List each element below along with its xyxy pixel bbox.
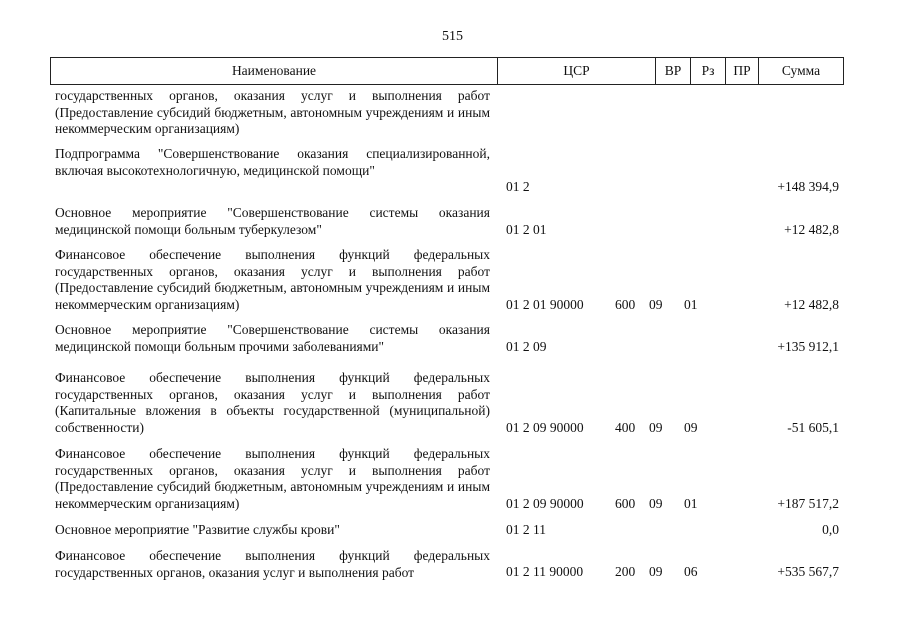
row-name: Финансовое обеспечение выполнения функций федеральных государственных органов, оказания услуг и выполнения работ (Предоставление субсидий бюджетным, автономным учреждениям и иным некоммерческим организациям) xyxy=(55,247,490,312)
row-sum: +187 517,2 xyxy=(777,496,839,511)
row-rz: 09 xyxy=(649,420,663,435)
row-rz: 09 xyxy=(649,564,663,579)
row-name: Основное мероприятие "Совершенствование системы оказания медицинской помощи больным туберкулезом" xyxy=(55,205,490,237)
row-name: Финансовое обеспечение выполнения функций федеральных государственных органов, оказания услуг и выполнения работ (Предоставление субсидий бюджетным, автономным учреждениям и иным некоммерческим организациям) xyxy=(55,446,490,511)
row-csr: 01 2 09 90000 xyxy=(506,420,584,435)
header-pr: ПР xyxy=(726,58,759,84)
row-vr: 400 xyxy=(615,420,636,435)
row-pr: 09 xyxy=(684,420,698,435)
row-sum: +148 394,9 xyxy=(777,179,839,194)
row-csr: 01 2 xyxy=(506,179,530,194)
row-csr: 01 2 11 xyxy=(506,522,546,537)
row-csr: 01 2 11 90000 xyxy=(506,564,584,579)
row-sum: +12 482,8 xyxy=(784,297,839,312)
header-name: Наименование xyxy=(51,58,498,84)
header-csr: ЦСР xyxy=(498,58,656,84)
row-csr: 01 2 09 90000 xyxy=(506,496,584,511)
row-pr: 01 xyxy=(684,297,698,312)
header-rz: Рз xyxy=(691,58,726,84)
header-vr: ВР xyxy=(656,58,691,84)
row-csr: 01 2 01 90000 xyxy=(506,297,584,312)
header-sum: Сумма xyxy=(781,63,821,78)
row-name: Основное мероприятие "Совершенствование системы оказания медицинской помощи больным прочими заболеваниями" xyxy=(55,322,490,354)
row-pr: 06 xyxy=(684,564,698,579)
row-name: Финансовое обеспечение выполнения функций федеральных государственных органов, оказания услуг и выполнения работ (Капитальные вложения в объекты государственной (муниципальной) собственности) xyxy=(55,370,490,435)
row-vr: 600 xyxy=(615,297,636,312)
row-csr: 01 2 01 xyxy=(506,222,547,237)
row-sum: +535 567,7 xyxy=(777,564,839,579)
row-rz: 09 xyxy=(649,496,663,511)
row-pr: 01 xyxy=(684,496,698,511)
row-vr: 600 xyxy=(615,496,636,511)
row-name: государственных органов, оказания услуг и выполнения работ (Предоставление субсидий бюджетным, автономным учреждениям и иным некоммерческим организациям) xyxy=(55,88,490,137)
row-vr: 200 xyxy=(615,564,636,579)
row-sum: +135 912,1 xyxy=(777,339,839,354)
row-name: Основное мероприятие "Развитие службы крови" xyxy=(55,522,340,537)
row-name: Подпрограмма "Совершенствование оказания специализированной, включая высокотехнологичную, медицинской помощи" xyxy=(55,146,490,178)
row-sum: 0,0 xyxy=(822,522,839,537)
row-rz: 09 xyxy=(649,297,663,312)
row-sum: +12 482,8 xyxy=(784,222,839,237)
row-sum: -51 605,1 xyxy=(787,420,839,435)
row-name: Финансовое обеспечение выполнения функций федеральных государственных органов, оказания услуг и выполнения работ xyxy=(55,548,490,580)
row-csr: 01 2 09 xyxy=(506,339,547,354)
table-header xyxy=(50,57,844,85)
page-number: 515 xyxy=(442,29,463,44)
